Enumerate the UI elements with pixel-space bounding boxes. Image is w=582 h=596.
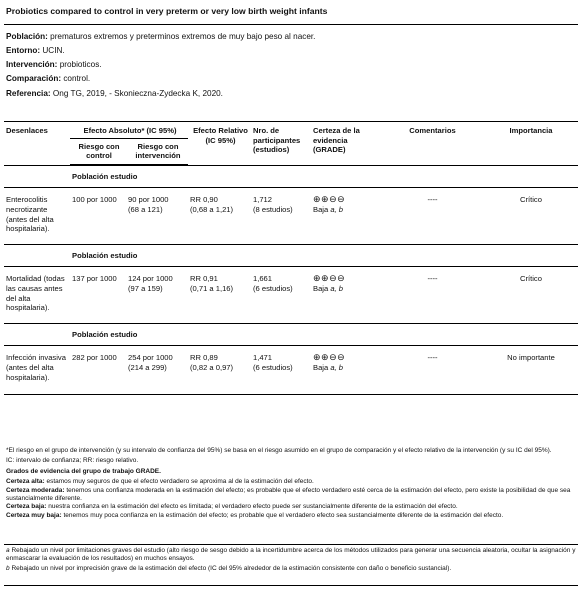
outcome-cell: Mortalidad (todas las causas antes del alta hospitalaria). <box>4 267 70 323</box>
reference-value: Ong TG, 2019, - Skonieczna-Zydecka K, 2020. <box>52 89 223 98</box>
certainty-notes: a, b <box>330 283 343 293</box>
intervention-risk: 124 por 1000 <box>128 274 173 284</box>
intervention-value: probioticos. <box>59 60 102 69</box>
certainty-text: Baja <box>313 362 329 372</box>
certainty-cell <box>311 267 381 323</box>
document-title: Probiotics compared to control in very preterm or very low birth weight infants <box>6 6 328 16</box>
grade-moderate-text: tenemos una confianza moderada en la estimación del efecto; es probable que el efecto verdadero esté cerca de la estimación del efecto, pero existe la posibilidad de que sea sustancialmente diferente. <box>6 486 571 503</box>
comparison-label: Comparación: <box>6 74 62 83</box>
certainty-symbols: ⊕⊕⊖⊖ <box>313 352 346 363</box>
intervention-risk-cell <box>126 267 188 323</box>
grade-very-low-text: tenemos muy poca confianza en la estimación del efecto; es probable que el verdadero efecto sea sustancialmente diferente de la estimación del efecto. <box>63 511 504 519</box>
setting-line <box>6 44 65 58</box>
title-divider <box>4 24 578 25</box>
population-row <box>4 165 578 188</box>
intervention-ci: (214 a 299) <box>128 362 167 372</box>
certainty-symbols: ⊕⊕⊖⊖ <box>313 194 346 205</box>
certainty-text: Baja <box>313 283 329 293</box>
grade-low-label: Certeza baja: <box>6 503 47 511</box>
participants-count: 1,661 <box>253 274 273 284</box>
intervention-ci: (68 a 121) <box>128 204 163 214</box>
note-a-text: Rebajado un nivel por limitaciones graves del estudio (alto riesgo de sesgo debido a la incertidumbre acerca de los métodos utilizados para generar una secuencia aleatoria, ocultar la asignación y enmascarar la evaluación de los resultados) en muchos ensayos. <box>6 547 576 563</box>
table-row <box>4 346 578 395</box>
importance-cell: Crítico <box>482 267 578 323</box>
relative-effect-cell <box>188 346 251 395</box>
comments-cell: ---- <box>381 188 482 244</box>
participants-count: 1,471 <box>253 353 273 363</box>
setting-value: UCIN. <box>42 46 65 55</box>
grades-title: Grados de evidencia del grupo de trabajo GRADE. <box>6 467 161 475</box>
outcome-cell: Infección invasiva (antes del alta hospitalaria). <box>4 346 70 395</box>
header-risk-control: Riesgo con control <box>70 138 126 164</box>
note-a-label: a <box>6 547 10 554</box>
footnotes <box>6 447 576 520</box>
header-risk-intervention: Riesgo con intervención <box>126 138 188 164</box>
intervention-risk: 90 por 1000 <box>128 195 169 205</box>
certainty-cell <box>311 346 381 395</box>
certainty-symbols: ⊕⊕⊖⊖ <box>313 273 346 284</box>
bottom-rule <box>4 585 578 586</box>
control-risk-cell: 282 por 1000 <box>70 346 126 395</box>
relative-effect-cell <box>188 188 251 244</box>
comparison-line <box>6 72 90 86</box>
population-line <box>6 30 315 44</box>
note-b <box>6 565 576 573</box>
setting-label: Entorno: <box>6 46 41 55</box>
intervention-risk: 254 por 1000 <box>128 353 173 363</box>
note-b-label: b <box>6 564 10 572</box>
summary-of-findings-table <box>4 121 578 395</box>
certainty-notes: a, b <box>330 204 343 214</box>
participants-cell <box>251 188 311 244</box>
population-label-cell: Población estudio <box>70 323 578 346</box>
outcome-cell: Enterocolitis necrotizante (antes del alta hospitalaria). <box>4 188 70 244</box>
grade-low-text: nuestra confianza en la estimación del efecto es limitada; el verdadero efecto puede ser sustancialmente diferente de la estimación del efecto. <box>48 503 458 511</box>
header-certainty: Certeza de la evidencia (GRADE) <box>313 126 360 155</box>
comparison-value: control. <box>63 74 91 83</box>
intervention-line <box>6 58 102 72</box>
participants-cell <box>251 267 311 323</box>
grade-very-low <box>6 512 576 520</box>
comments-cell: ---- <box>381 346 482 395</box>
population-label-cell: Población estudio <box>72 171 138 181</box>
header-outcomes: Desenlaces <box>6 126 48 135</box>
certainty-cell <box>311 188 381 244</box>
grade-high <box>6 478 576 486</box>
certainty-text: Baja <box>313 204 329 214</box>
comments-cell: ---- <box>381 267 482 323</box>
rr-value: RR 0,89 <box>190 353 218 363</box>
header-relative-effect: Efecto Relativo (IC 95%) <box>193 126 248 145</box>
header-row <box>4 121 578 138</box>
grade-high-text: estamos muy seguros de que el efecto verdadero se aproxima al de la estimación del efecto. <box>46 478 314 486</box>
reference-line <box>6 87 223 101</box>
note-b-text: Rebajado un nivel por imprecisión grave de la estimación del efecto (IC del 95% alrededor de la estimación consistente con daño o beneficio sustancial). <box>11 564 452 572</box>
risk-footnote: *El riesgo en el grupo de intervención (y su intervalo de confianza del 95%) se basa en el riesgo asumido en el grupo de comparación y el efecto relativo de la intervención (y su IC del 95%). <box>6 447 552 454</box>
grade-moderate-label: Certeza moderada: <box>6 486 65 494</box>
header-participants: Nro. de participantes (estudios) <box>253 126 301 155</box>
intervention-risk-cell <box>126 346 188 395</box>
note-a <box>6 547 576 564</box>
participants-cell <box>251 346 311 395</box>
population-row <box>4 323 578 346</box>
rr-ci: (0,71 a 1,16) <box>190 283 234 293</box>
control-risk-cell: 137 por 1000 <box>70 267 126 323</box>
importance-cell: Crítico <box>482 188 578 244</box>
relative-effect-cell <box>188 267 251 323</box>
participants-count: 1,712 <box>253 195 273 205</box>
reference-label: Referencia: <box>6 89 51 98</box>
rr-ci: (0,68 a 1,21) <box>190 204 234 214</box>
grade-very-low-label: Certeza muy baja: <box>6 511 62 519</box>
studies-count: (8 estudios) <box>253 204 293 214</box>
abbreviations-footnote: IC: intervalo de confianza; RR: riesgo relativo. <box>6 457 139 465</box>
population-label-cell: Población estudio <box>70 244 578 267</box>
table-row <box>4 267 578 323</box>
header-importance: Importancia <box>509 126 553 135</box>
intervention-risk-cell <box>126 188 188 244</box>
header-absolute-effect: Efecto Absoluto* (IC 95%) <box>70 121 188 138</box>
intervention-label: Intervención: <box>6 60 58 69</box>
footnote-divider <box>4 544 578 545</box>
grade-moderate <box>6 487 576 504</box>
rr-value: RR 0,90 <box>190 195 218 205</box>
downgrade-notes <box>6 547 576 573</box>
certainty-notes: a, b <box>330 362 343 372</box>
grade-low <box>6 503 576 511</box>
population-value: prematuros extremos y preterminos extremos de muy bajo peso al nacer. <box>50 32 316 41</box>
control-risk-cell: 100 por 1000 <box>70 188 126 244</box>
intervention-ci: (97 a 159) <box>128 283 163 293</box>
studies-count: (6 estudios) <box>253 283 293 293</box>
studies-count: (6 estudios) <box>253 362 293 372</box>
rr-value: RR 0,91 <box>190 274 218 284</box>
population-label: Población: <box>6 32 48 41</box>
header-comments: Comentarios <box>409 126 456 135</box>
grade-high-label: Certeza alta: <box>6 478 45 486</box>
table-row <box>4 188 578 244</box>
importance-cell: No importante <box>482 346 578 395</box>
population-row <box>4 244 578 267</box>
rr-ci: (0,82 a 0,97) <box>190 362 234 372</box>
